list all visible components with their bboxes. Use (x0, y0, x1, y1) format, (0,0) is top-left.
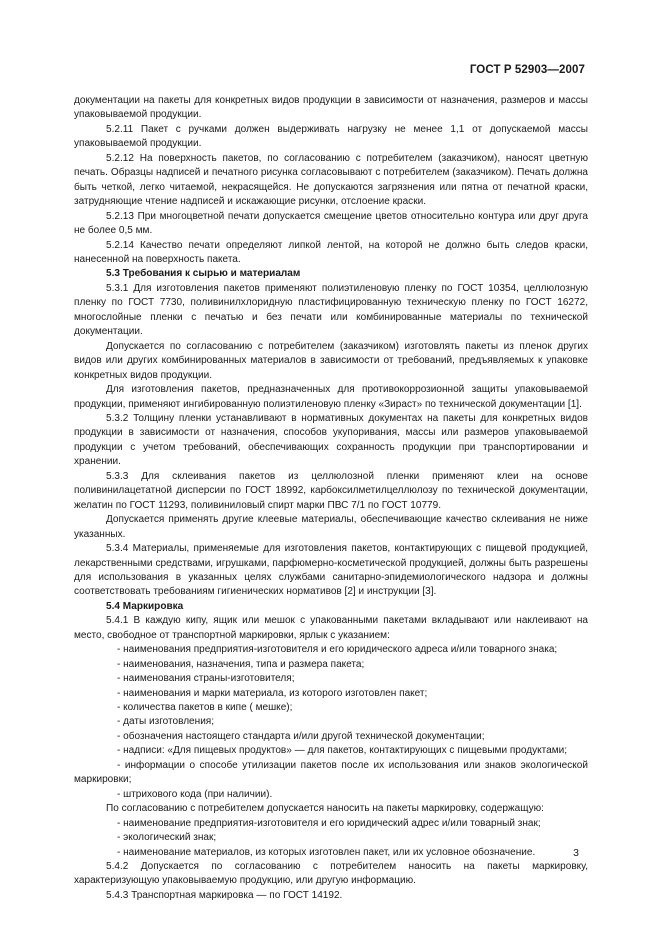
list-item: - экологический знак; (117, 832, 217, 844)
paragraph: 5.3.2 Толщину пленки устанавливают в нормативных документах на пакеты для конкретных видов продукции в зависимости от назначения, способов укупоривания, массы или размеров упаковываемой продукции с учетом требований, обеспечивающих сохранность продукции при транспортировании и хранении. (74, 412, 588, 468)
list-item: - наименования страны-изготовителя; (117, 673, 295, 685)
paragraph: 5.3.1 Для изготовления пакетов применяют полиэтиленовую пленку по ГОСТ 10354, целлюлозную пленку по ГОСТ 7730, поливинилхлоридную пластифицированную техническую пленку по ГОСТ 16272, многослойные пленки с печатью и без печати или комбинированные материалы по технической документации. (74, 282, 588, 338)
paragraph: 5.2.13 При многоцветной печати допускается смещение цветов относительно контура или друг друга не более 0,5 мм. (74, 210, 588, 237)
section-heading: 5.3 Требования к сырью и материалам (106, 268, 301, 280)
list-item: - количества пакетов в кипе ( мешке); (117, 702, 293, 714)
paragraph: 5.4.3 Транспортная маркировка — по ГОСТ 14192. (106, 889, 343, 901)
paragraph: 5.2.11 Пакет с ручками должен выдерживать нагрузку не менее 1,1 от допускаемой массы упаковываемой продукции. (74, 123, 588, 150)
list-item: - наименования, назначения, типа и размера пакета; (117, 658, 365, 670)
paragraph: Допускается применять другие клеевые материалы, обеспечивающие качество склеивания не ниже указанных. (74, 514, 588, 540)
list-item: - даты изготовления; (117, 716, 215, 728)
list-item: - наименования предприятия-изготовителя и его юридического адреса и/или товарного знака; (117, 644, 558, 656)
page-body (74, 94, 588, 903)
list-item: - штрихового кода (при наличии). (117, 788, 273, 800)
list-item: - надписи: «Для пищевых продуктов» — для пакетов, контактирующих с пищевыми продуктами; (117, 745, 568, 757)
paragraph: 5.2.14 Качество печати определяют липкой лентой, на которой не должно быть следов краски, нанесенной на поверхность пакета. (74, 239, 588, 265)
list-item: - обозначения настоящего стандарта и/или другой технической документации; (117, 730, 485, 742)
list-item: - наименование предприятия-изготовителя и его юридический адрес и/или товарный знак; (117, 817, 541, 829)
paragraph: 5.2.12 На поверхность пакетов, по согласованию с потребителем (заказчиком), наносят цветную печать. Образцы надписей и печатного рисунка согласовывают с потребителем (заказчиком). Печать должна быть четкой, легко читаемой, некрасящейся. Не допускаются загрязнения или пятна от печатной краски, затрудняющие чтение надписей и искажающие рисунки, отслоение краски. (74, 152, 588, 208)
paragraph: 5.4.2 Допускается по согласованию с потребителем наносить на пакеты маркировку, характеризующую упаковываемую продукцию, или другую информацию. (74, 861, 588, 887)
paragraph: документации на пакеты для конкретных видов продукции в зависимости от назначения, размеров и массы упаковываемой продукции. (74, 95, 588, 121)
list-item: - наименование материалов, из которых изготовлен пакет, или их условное обозначение. (117, 846, 536, 858)
list-item: - наименования и марки материала, из которого изготовлен пакет; (117, 687, 428, 699)
document-header: ГОСТ Р 52903—2007 (469, 64, 585, 76)
section-heading: 5.4 Маркировка (106, 600, 184, 612)
paragraph: 5.3.4 Материалы, применяемые для изготовления пакетов, контактирующих с пищевой продукцией, лекарственными средствами, игрушками, парфюмерно-косметической продукцией, должны быть разрешены для использования в указанных целях службами санитарно-эпидемиологического надзора и должны соответствовать требованиям гигиенических нормативов [2] и инструкции [3]. (74, 543, 588, 598)
paragraph: Допускается по согласованию с потребителем (заказчиком) изготовлять пакеты из пленок других видов или других комбинированных материалов в зависимости от требований, предъявляемых к упаковке конкретных видов продукции. (74, 340, 588, 381)
list-item: - информации о способе утилизации пакетов после их использования или знаков экологической маркировки; (74, 759, 588, 786)
paragraph: 5.3.3 Для склеивания пакетов из целлюлозной пленки применяют клеи на основе поливинилацетатной дисперсии по ГОСТ 18992, карбоксилметилцеллюлозу по технической документации, желатин по ГОСТ 11293, поливиниловый спирт марки ПВС 7/1 по ГОСТ 10779. (74, 470, 588, 511)
paragraph: 5.4.1 В каждую кипу, ящик или мешок с упакованными пакетами вкладывают или наклеивают на место, свободное от транспортной маркировки, ярлык с указанием: (74, 615, 588, 641)
paragraph: По согласованию с потребителем допускается наносить на пакеты маркировку, содержащую: (106, 803, 544, 815)
paragraph: Для изготовления пакетов, предназначенных для противокоррозионной защиты упаковываемой продукции, применяют ингибированную полиэтиленовую пленку «Зираст» по технической документации [1]. (74, 384, 588, 410)
page-number: 3 (573, 847, 579, 859)
